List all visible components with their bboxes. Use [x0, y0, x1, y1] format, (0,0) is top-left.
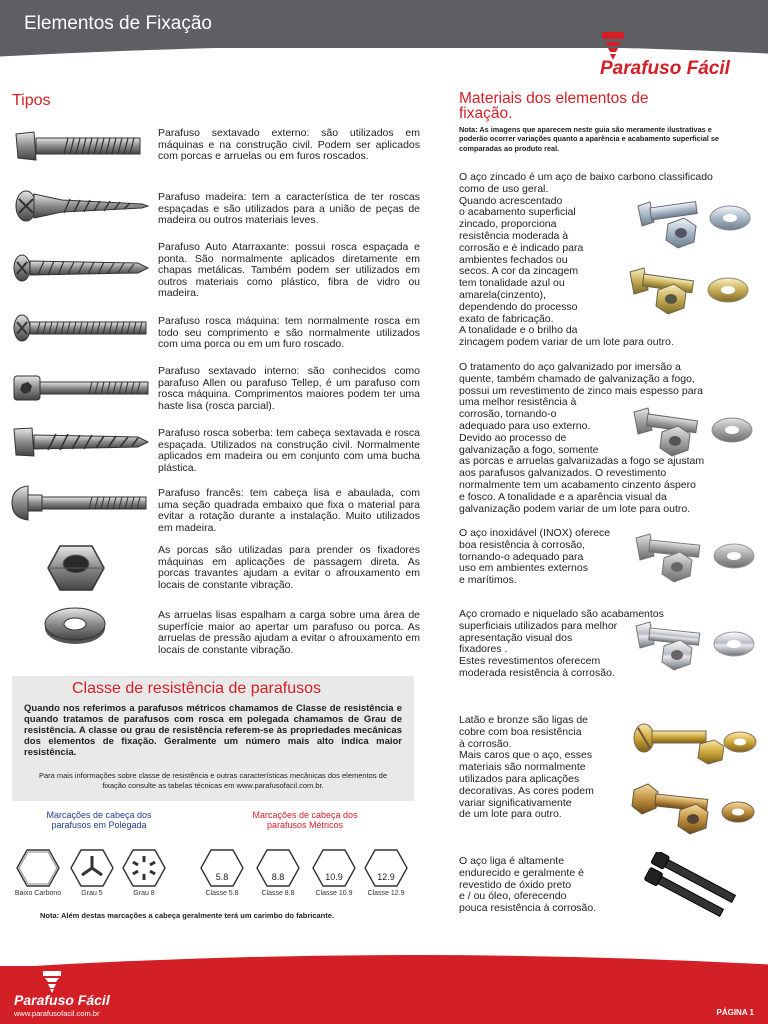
mark-129: 12.9: [377, 872, 395, 882]
head-classe88-icon: [256, 848, 300, 888]
black-oxide-screws-icon: [640, 852, 740, 922]
self-tapping-screw-icon: [10, 252, 150, 284]
footer-screw-logo-icon: [42, 970, 62, 994]
zinc-blue-fasteners-icon: [624, 196, 752, 252]
tipo-desc-machine-screw: Parafuso rosca máquina: tem normalmente rosca em todo seu comprimento e são normalmente utilizados com uma porca ou em um furo roscado.: [158, 315, 420, 350]
head-classe129-icon: [364, 848, 408, 888]
mark-109: 10.9: [325, 872, 343, 882]
allen-screw-icon: [12, 372, 152, 404]
tipo-desc-wood-screw: Parafuso madeira: tem a característica de ter roscas espaçadas e são utilizados para a união de peças de madeira ou outros materiais leves.: [158, 191, 420, 226]
galv-text: O tratamento do aço galvanizado por imersão a quente, também chamado de galvanização a fogo, possui um revestimento de zinco mais espesso para uma melhor resistência à corrosão, tornando-o adequado para uso externo. Devido ao processo de galvanização a fogo, somente as porcas e arruelas galvanizadas a fogo se ajustam aos parafusos galvanizados. O revestimento normalmente tem um acabamento cinzento áspero e fosco. A tonalidade e a aparência visual da galvanização podem variar de um lote para outro.: [459, 361, 705, 515]
head-grau5-icon: [70, 848, 114, 888]
classe-body: Quando nos referimos a parafusos métricos chamamos de Classe de resistência e quando tratamos de parafusos com rosca em polegada chamamos de Grau de resistência. A classe ou grau de resistência referem-se às propriedades mecânicas dos elementos de fixação. Geralmente um número mais alto indica maior resistência.: [24, 703, 402, 758]
wood-screw-icon: [10, 188, 150, 224]
footer-brand-name: Parafuso Fácil: [14, 992, 110, 1008]
metrico-title: Marcações de cabeça dos parafusos Métricos: [252, 810, 358, 830]
caption-grau5: Grau 5: [81, 890, 103, 897]
galvanized-fasteners-icon: [628, 404, 756, 460]
latao-text: Latão e bronze são ligas de cobre com boa resistência à corrosão. Mais caros que o aço, esses materiais são normalmente utilizados para aplicações decorativas. As cores podem variar significativamente de um lote para outro.: [459, 714, 594, 821]
zinc-text: O aço zincado é um aço de baixo carbono classificado como de uso geral. Quando acrescentado o acabamento superficial zincado, proporciona resistência moderada à corrosão e é indicado para ambientes fechados ou secos. A cor da zincagem tem tonalidade azul ou amarela(cinzento), dependendo do processo exato de fabricação. A tonalidade e o brilho da zincagem podem variar de um lote para outro.: [459, 171, 713, 349]
zinc-yellow-fasteners-icon: [624, 262, 752, 318]
tipo-desc-carriage: Parafuso francês: tem cabeça lisa e abaulada, com uma seção quadrada embaixo que fixa o material para evitar a rotação durante a instalação. Muito utilizados em madeira.: [158, 487, 420, 534]
polegada-title: Marcações de cabeça dos parafusos em Polegada: [46, 810, 152, 830]
classe-footnote: Nota: Além destas marcações a cabeça geralmente terá um carimbo do fabricante.: [40, 911, 335, 920]
caption-classe88: Classe 8.8: [261, 890, 295, 897]
bronze-fasteners-icon: [630, 776, 758, 836]
mark-58: 5.8: [215, 872, 229, 882]
tipos-heading: Tipos: [12, 92, 51, 109]
head-classe58-icon: [200, 848, 244, 888]
brand-name-top: Parafuso Fácil: [600, 58, 730, 79]
materiais-heading: Materiais dos elementos de fixação.: [459, 90, 649, 122]
inox-fasteners-icon: [630, 530, 758, 586]
lag-screw-icon: [10, 424, 150, 460]
tipo-desc-self-tapping: Parafuso Auto Atarraxante: possui rosca espaçada e ponta. São normalmente aplicados diretamente em chapas metálicas. Também podem ser utilizados em outros materiais como plástico, fibra de vidro ou madeira.: [158, 241, 420, 299]
hex-nut-icon: [46, 542, 106, 594]
tipo-desc-washer: As arruelas lisas espalham a carga sobre uma área de superfície maior ao apertar um parafuso ou porca. As arruelas de pressão ajudam a evitar o afrouxamento em locais de constante vibração.: [158, 609, 420, 656]
brass-fasteners-icon: [630, 718, 758, 768]
footer-curve: [0, 950, 768, 968]
classe-more-info: Para mais informações sobre classe de resistência e outras características mecânicas dos elementos de fixação consulte as tabelas técnicas em www.parafusofacil.com.br.: [38, 771, 388, 790]
mark-88: 8.8: [271, 872, 285, 882]
cromado-text: Aço cromado e niquelado são acabamentos superficiais utilizados para melhor apresentação visual dos fixadores . Estes revestimentos oferecem moderada resistência à corrosão.: [459, 608, 664, 679]
flat-washer-icon: [42, 604, 108, 648]
head-baixo-carbono-icon: [16, 848, 60, 888]
tipo-desc-allen: Parafuso sextavado interno: são conhecidos como parafuso Allen ou parafuso Tellep, é um parafuso com rosca máquina. Comprimentos maiores podem ter uma haste lisa (rosca parcial).: [158, 365, 420, 412]
page-title: Elementos de Fixação: [24, 13, 212, 34]
caption-baixo-carbono: Baixo Carbono: [14, 890, 62, 897]
tipo-desc-hex-bolt: Parafuso sextavado externo: são utilizados em máquinas e na construção civil. Podem ser aplicados com porcas e arruelas ou em furos roscados.: [158, 127, 420, 162]
tipo-desc-lag: Parafuso rosca soberba: tem cabeça sextavada e rosca espaçada. Utilizados na construção civil. Normalmente aplicados em madeira ou em conjunto com uma bucha plástica.: [158, 427, 420, 474]
chrome-fasteners-icon: [630, 618, 758, 674]
head-classe109-icon: [312, 848, 356, 888]
machine-screw-icon: [10, 312, 150, 344]
page-footer: [0, 966, 768, 1024]
caption-classe109: Classe 10.9: [315, 890, 353, 897]
tipo-desc-nut: As porcas são utilizadas para prender os fixadores máquinas em aplicações de passagem direta. As porcas travantes ajudam a evitar o afrouxamento em locais de constante vibração.: [158, 544, 420, 591]
caption-grau8: Grau 8: [133, 890, 155, 897]
caption-classe129: Classe 12.9: [367, 890, 405, 897]
materiais-note: Nota: As imagens que aparecem neste guia são meramente ilustrativas e poderão ocorrer variações quanto a aparência e acabamento superficial se comparadas ao produto real.: [459, 125, 719, 153]
hex-bolt-icon: [12, 128, 142, 164]
page-number: PÁGINA 1: [716, 1008, 754, 1017]
carriage-bolt-icon: [10, 484, 150, 522]
liga-text: O aço liga é altamente endurecido e geralmente é revestido de óxido preto e / ou óleo, oferecendo pouca resistência à corrosão.: [459, 855, 597, 915]
head-grau8-icon: [122, 848, 166, 888]
footer-url[interactable]: www.parafusofacil.com.br: [14, 1009, 100, 1018]
classe-heading: Classe de resistência de parafusos: [72, 680, 322, 697]
caption-classe58: Classe 5.8: [205, 890, 239, 897]
inox-text: O aço inoxidável (INOX) oferece boa resistência à corrosão, tornando-o adequado para uso em ambientes externos e marítimos.: [459, 527, 611, 587]
